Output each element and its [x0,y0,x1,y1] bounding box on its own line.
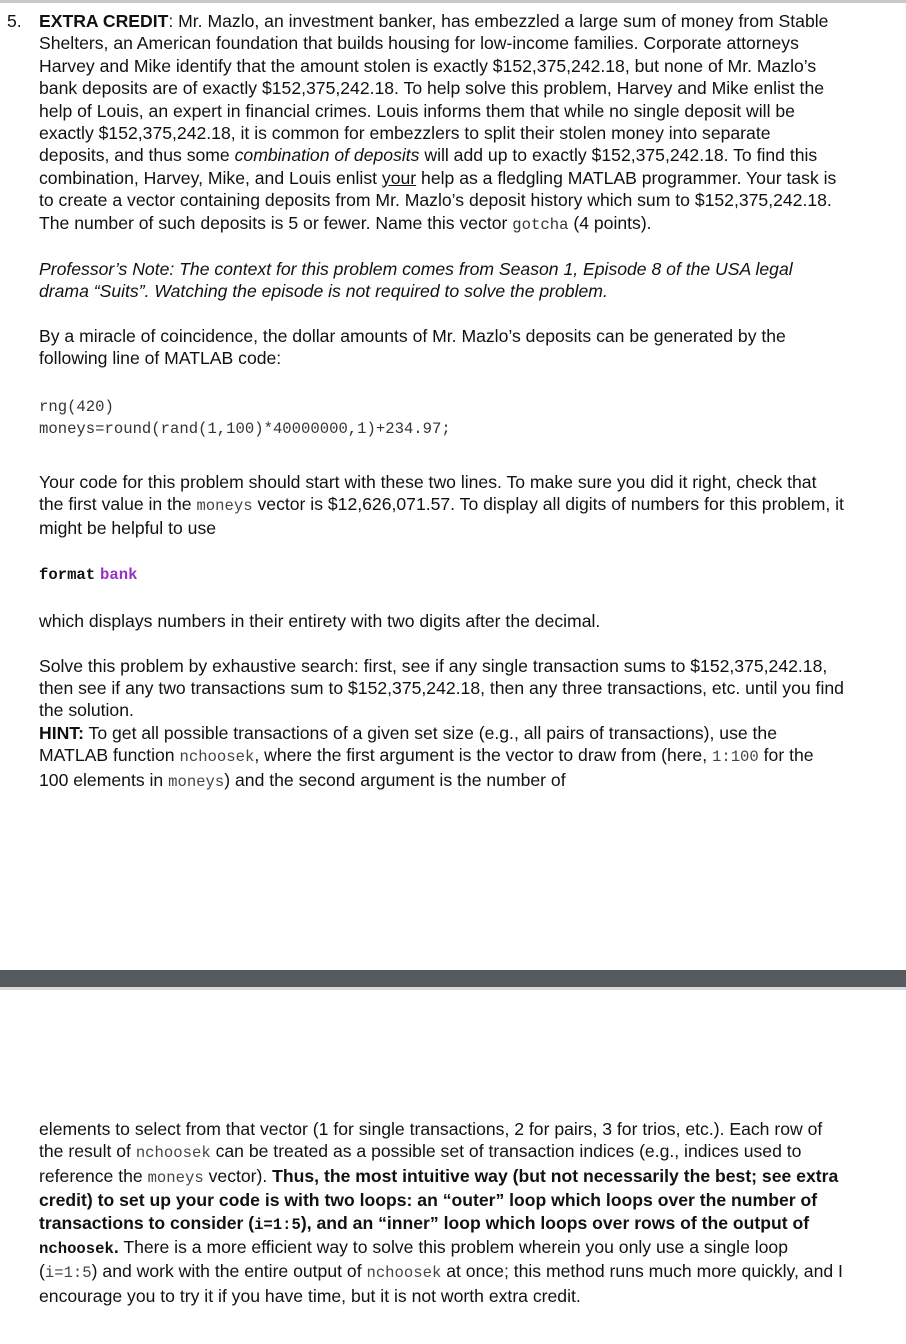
hint-paragraph: HINT: To get all possible transactions of a given set size (e.g., all pairs of transactions), use the MATLAB function nchoosek, where the first argument is the vector to draw from (here, 1:100 for the 100 elements in moneys) and the second argument is the number of [39,722,814,791]
question-content [39,10,845,793]
page-top-rule [0,0,906,3]
vector-name-code: gotcha [512,215,569,234]
nchoosek-code: nchoosek [366,1264,442,1283]
continuation-paragraph: elements to select from that vector (1 for single transactions, 2 for pairs, 3 for trios, etc.). Each row of the result of nchoosek can be treated as a possible set of transaction indices (e.g., indices used to reference the moneys vector). Thus, the most intuitive way (but not necessarily the best; see extra credit) to set up your code is with two loops: an “outer” loop which loops over the number of transactions to consider (i=1:5), and an “inner” loop which loops over rows of the output of nchoosek. There is a more efficient way to solve this problem wherein you only use a single loop (i=1:5) and work with the entire output of nchoosek at once; this method runs much more quickly, and I encourage you to try it if you have time, but it is not worth extra credit. [39,1119,843,1306]
question-number: 5. [7,11,22,31]
exhaustive-search-paragraph: Solve this problem by exhaustive search: first, see if any single transaction sums to $152,375,242.18, then see if any two transactions sum to $152,375,242.18, then any three transactions, etc. until you find the solution. [39,655,844,721]
code-line-rng: rng(420) [39,397,114,416]
moneys-code: moneys [147,1168,204,1187]
range-code: 1:100 [711,748,759,767]
page-break-shadow [0,987,906,990]
moneys-code: moneys [196,496,253,515]
format-explanation: which displays numbers in their entirety with two digits after the decimal. [39,611,601,632]
matlab-code-block [39,396,845,441]
format-command [39,562,845,586]
single-loop-code: i=1:5 [44,1264,92,1283]
document-page-2 [39,1118,849,1307]
nchoosek-code: nchoosek [179,748,255,767]
format-argument: bank [100,565,138,584]
code-line-moneys: moneys=round(rand(1,100)*40000000,1)+234.97; [39,420,451,439]
problem-statement: EXTRA CREDIT: Mr. Mazlo, an investment banker, has embezzled a large sum of money from Stable Shelters, an American foundation that builds housing for low-income families. Corporate attorneys Harvey and Mike identify that the amount stolen is exactly $152,375,242.18, but none of Mr. Mazlo’s bank deposits are of exactly $152,375,242.18. To help solve this problem, Harvey and Mike enlist the help of Louis, an expert in financial crimes. Louis informs them that while no single deposit will be exactly $152,375,242.18, it is common for embezzlers to split their stolen money into separate deposits, and thus some combination of deposits will add up to exactly $152,375,242.18. To find this combination, Harvey, Mike, and Louis enlist your help as a fledgling MATLAB programmer. Your task is to create a vector containing deposits from Mr. Mazlo’s deposit history which sum to $152,375,242.18. The number of such deposits is 5 or fewer. Name this vector gotcha (4 points). [39,11,837,234]
moneys-code: moneys [168,772,225,791]
format-keyword: format [39,565,96,584]
extra-credit-label: EXTRA CREDIT [39,11,169,31]
matlab-intro-paragraph: By a miracle of coincidence, the dollar amounts of Mr. Mazlo’s deposits can be generated by the following line of MATLAB code: [39,325,786,369]
nchoosek-code: nchoosek [135,1144,211,1163]
outer-loop-code: i=1:5 [254,1215,301,1234]
loop-structure-emphasis: Thus, the most intuitive way (but not necessarily the best; see extra credit) to set up your code is with two loops: an “outer” loop which loops over the number of transactions to consider (i=1:5), and an “inner” loop which loops over rows of the output of nchoosek. [39,1165,839,1259]
check-value-paragraph: Your code for this problem should start with these two lines. To make sure you did it right, check that the first value in the moneys vector is $12,626,071.57. To display all digits of numbers for this problem, it might be helpful to use [39,471,844,539]
professor-note: Professor’s Note: The context for this problem comes from Season 1, Episode 8 of the USA legal drama “Suits”. Watching the episode is not required to solve the problem. [39,259,793,302]
hint-label: HINT: [39,722,84,743]
emphasis-your: your [381,167,417,188]
page-break-bar [0,970,906,987]
nchoosek-code: nchoosek [39,1240,114,1259]
emphasis-combination: combination of deposits [234,145,420,166]
